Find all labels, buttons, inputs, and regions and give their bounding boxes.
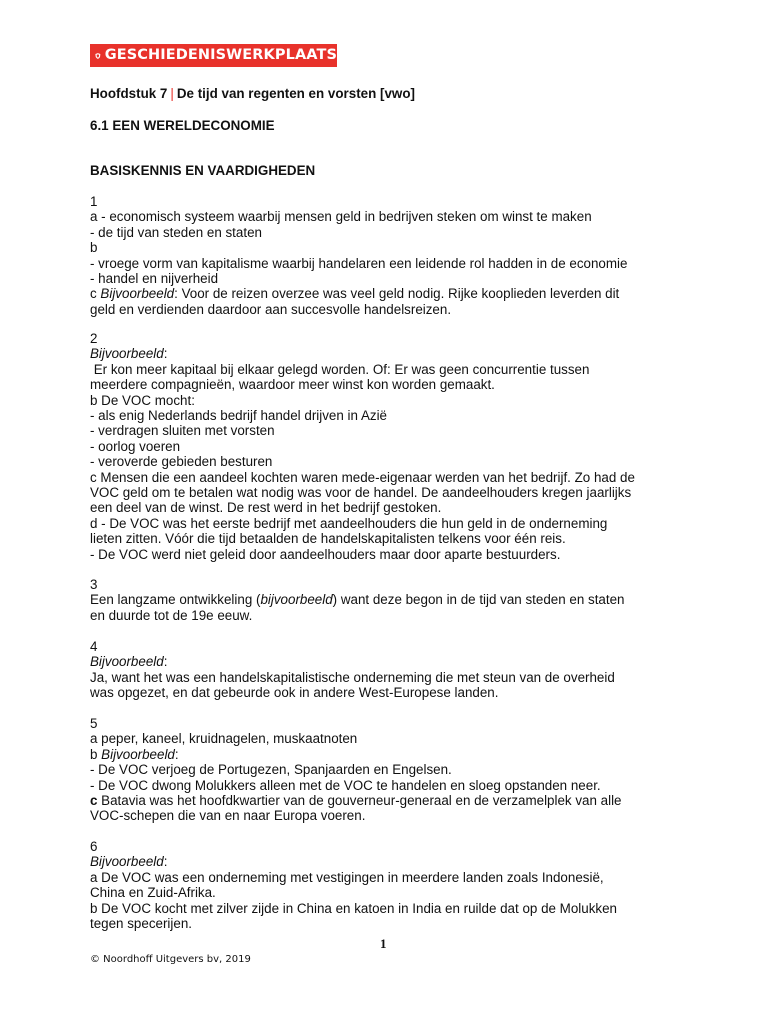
brand-logo (90, 44, 337, 67)
question-6 (90, 839, 680, 931)
answer-line: China en Zuid-Afrika. (90, 885, 216, 901)
answer-line: een deel van de winst. De rest werd in het bedrijf gestoken. (90, 500, 442, 516)
answer-line: b De VOC kocht met zilver zijde in China en katoen in India en ruilde dat op de Molukken (90, 900, 617, 916)
answer-line: - als enig Nederlands bedrijf handel drijven in Azië (90, 408, 387, 424)
answer-line: c Batavia was het hoofdkwartier van de gouverneur-generaal en de verzamelplek van alle (90, 793, 622, 809)
question-number: 5 (90, 716, 98, 731)
answer-line: - handel en nijverheid (90, 271, 219, 287)
answer-line: Ja, want het was een handelskapitalistische onderneming die met steun van de overheid (90, 669, 615, 685)
answer-line: VOC-schepen die van en naar Europa voeren. (90, 808, 366, 824)
answer-line: tegen specerijen. (90, 916, 192, 932)
answer-line: Een langzame ontwikkeling (bijvoorbeeld) want deze begon in de tijd van steden en staten (90, 592, 625, 608)
question-number: 2 (90, 331, 98, 346)
answer-line: en duurde tot de 19e eeuw. (90, 607, 253, 623)
answer-line: geld en verdienden daardoor aan succesvolle handelsreizen. (90, 301, 452, 317)
answer-line: c Bijvoorbeeld: Voor de reizen overzee was veel geld nodig. Rijke kooplieden leverden dit (90, 286, 620, 302)
answer-line: b Bijvoorbeeld: (90, 746, 179, 762)
answer-line: - vroege vorm van kapitalisme waarbij handelaren een leidende rol hadden in de economie (90, 255, 628, 271)
answer-line: Er kon meer kapitaal bij elkaar gelegd worden. Of: Er was geen concurrentie tussen (90, 361, 590, 377)
answer-line: d - De VOC was het eerste bedrijf met aandeelhouders die hun geld in de onderneming (90, 515, 608, 531)
question-4 (90, 639, 680, 701)
chapter-label: Hoofdstuk 7 (90, 86, 168, 101)
subsection-heading: BASISKENNIS EN VAARDIGHEDEN (90, 163, 316, 178)
logo-text: GESCHIEDENISWERKPLAATS (104, 46, 337, 63)
answer-line: - De VOC werd niet geleid door aandeelhouders maar door aparte bestuurders. (90, 546, 561, 562)
question-number: 4 (90, 639, 98, 654)
answer-line: was opgezet, en dat gebeurde ook in andere West-Europese landen. (90, 685, 499, 701)
question-3 (90, 577, 680, 623)
page-number: 1 (380, 936, 387, 951)
copyright-notice: © Noordhoff Uitgevers bv, 2019 (90, 954, 251, 965)
answer-line: - De VOC dwong Molukkers alleen met de VOC te handelen en sloeg opstanden neer. (90, 777, 601, 793)
question-number: 1 (90, 194, 98, 209)
answer-line: meerdere compagnieën, waardoor meer winst kon worden gemaakt. (90, 377, 495, 393)
chapter-title: De tijd van regenten en vorsten [vwo] (176, 86, 415, 101)
question-number: 6 (90, 839, 98, 854)
question-5 (90, 716, 680, 824)
section-heading: 6.1 EEN WERELDECONOMIE (90, 118, 275, 133)
answer-line: - veroverde gebieden besturen (90, 454, 273, 470)
answer-line: Bijvoorbeeld: (90, 654, 168, 670)
answer-line: - oorlog voeren (90, 438, 181, 454)
answer-line: a De VOC was een onderneming met vestigingen in meerdere landen zoals Indonesië, (90, 869, 604, 885)
answer-line: b (90, 240, 98, 256)
shield-icon (95, 48, 101, 64)
answer-line: Bijvoorbeeld: (90, 346, 168, 362)
answer-line: a - economisch systeem waarbij mensen geld in bedrijven steken om winst te maken (90, 209, 592, 225)
question-2 (90, 331, 680, 562)
question-1 (90, 194, 680, 317)
answer-line: a peper, kaneel, kruidnagelen, muskaatnoten (90, 731, 358, 747)
answer-line: lieten zitten. Vóór die tijd betaalden de handelskapitalisten telkens voor één reis. (90, 531, 566, 547)
chapter-heading (90, 86, 415, 101)
answer-line: c Mensen die een aandeel kochten waren mede-eigenaar werden van het bedrijf. Zo had de (90, 469, 635, 485)
answer-line: - De VOC verjoeg de Portugezen, Spanjaarden en Engelsen. (90, 762, 452, 778)
answer-line: - de tijd van steden en staten (90, 224, 262, 240)
answer-line: b De VOC mocht: (90, 392, 195, 408)
answer-line: - verdragen sluiten met vorsten (90, 423, 275, 439)
answer-line: VOC geld om te betalen wat nodig was voor de handel. De aandeelhouders kregen jaarlijks (90, 485, 632, 501)
question-number: 3 (90, 577, 98, 592)
answer-line: Bijvoorbeeld: (90, 854, 168, 870)
chapter-separator: | (170, 86, 174, 101)
